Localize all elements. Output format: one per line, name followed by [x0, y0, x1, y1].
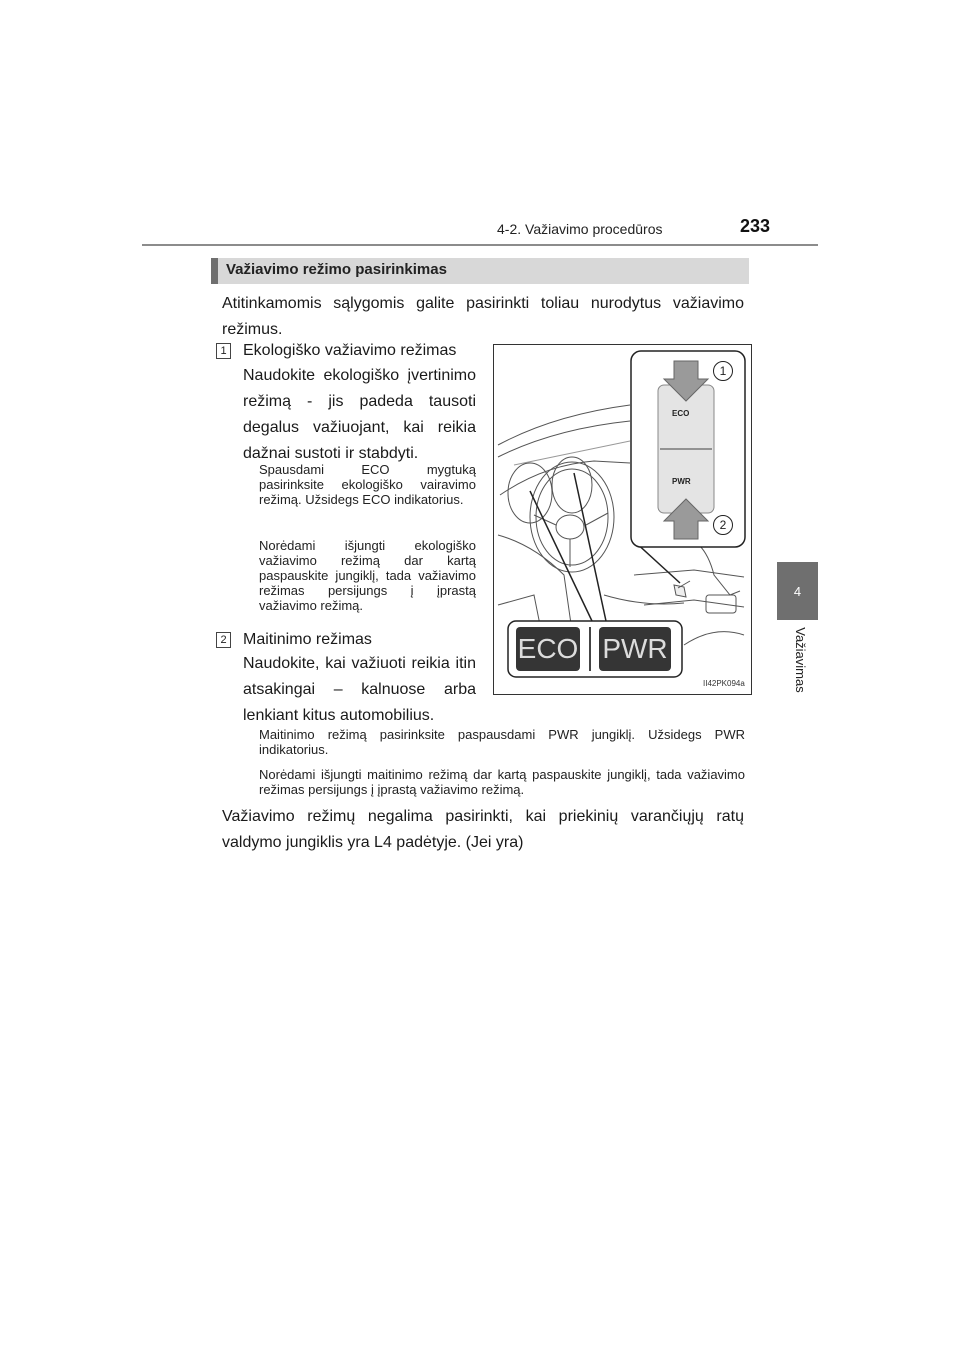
item-1-description: Naudokite ekologiško įvertinimo režimą - jis padeda tausoti degalus važiuojant, kai reikia dažnai sustoti ir stabdyti. — [243, 367, 476, 462]
callout-2: 2 — [713, 515, 733, 535]
chapter-number: 4 — [793, 583, 802, 599]
section-title: Važiavimo režimo pasirinkimas — [226, 261, 447, 278]
chapter-label: Važiavimas — [793, 627, 808, 693]
item-2-number-badge: 2 — [216, 632, 231, 648]
item-2-note-2: Norėdami išjungti maitinimo režimą dar kartą paspauskite jungiklį, tada važiavimo režimas persijungs į įprastą važiavimo režimą. — [259, 767, 745, 797]
gear-lever — [699, 545, 740, 595]
item-2-title: Maitinimo režimas — [243, 631, 372, 648]
chapter-tab[interactable] — [777, 562, 818, 620]
callout-1: 1 — [713, 361, 733, 381]
page-number: 233 — [740, 216, 771, 236]
item-1-note-2: Norėdami išjungti ekologiško važiavimo režimą dar kartą paspauskite jungiklį, tada važiavimo režimas persijungs į įprastą važiavimo režimą. — [259, 538, 476, 613]
dashboard-top-line — [498, 405, 630, 445]
outro-paragraph: Važiavimo režimų negalima pasirinkti, kai priekinių varančiųjų ratų valdymo jungiklis yra L4 padėtyje. (Jei yra) — [222, 808, 744, 851]
intro-paragraph: Atitinkamomis sąlygomis galite pasirinkti toliau nurodytus važiavimo režimus. — [222, 295, 744, 338]
section-heading — [211, 258, 749, 284]
running-header-section: 4-2. Važiavimo procedūros — [497, 221, 663, 237]
switch-pwr-label: PWR — [672, 477, 691, 486]
pwr-indicator: PWR — [599, 627, 671, 671]
item-2-description: Naudokite, kai važiuoti reikia itin atsakingai – kalnuose arba lenkiant kitus automobilius. — [243, 655, 476, 724]
header-rule — [142, 244, 818, 246]
eco-indicator: ECO — [516, 627, 580, 671]
drive-mode-illustration — [493, 344, 752, 695]
section-heading-accent — [211, 258, 218, 284]
illustration-code: II42PK094a — [703, 679, 745, 688]
item-1-note-1: Spausdami ECO mygtuką pasirinksite ekologiško vairavimo režimą. Užsidegs ECO indikatorius. — [259, 462, 476, 507]
item-1-title: Ekologiško važiavimo režimas — [243, 342, 457, 359]
item-2-note-1: Maitinimo režimą pasirinksite paspausdami PWR jungiklį. Užsidegs PWR indikatorius. — [259, 727, 745, 757]
steering-wheel-hub — [556, 515, 584, 539]
switch-eco-label: ECO — [672, 409, 690, 418]
item-1-number-badge: 1 — [216, 343, 231, 359]
callout-line-pwr-indicator — [574, 473, 606, 621]
